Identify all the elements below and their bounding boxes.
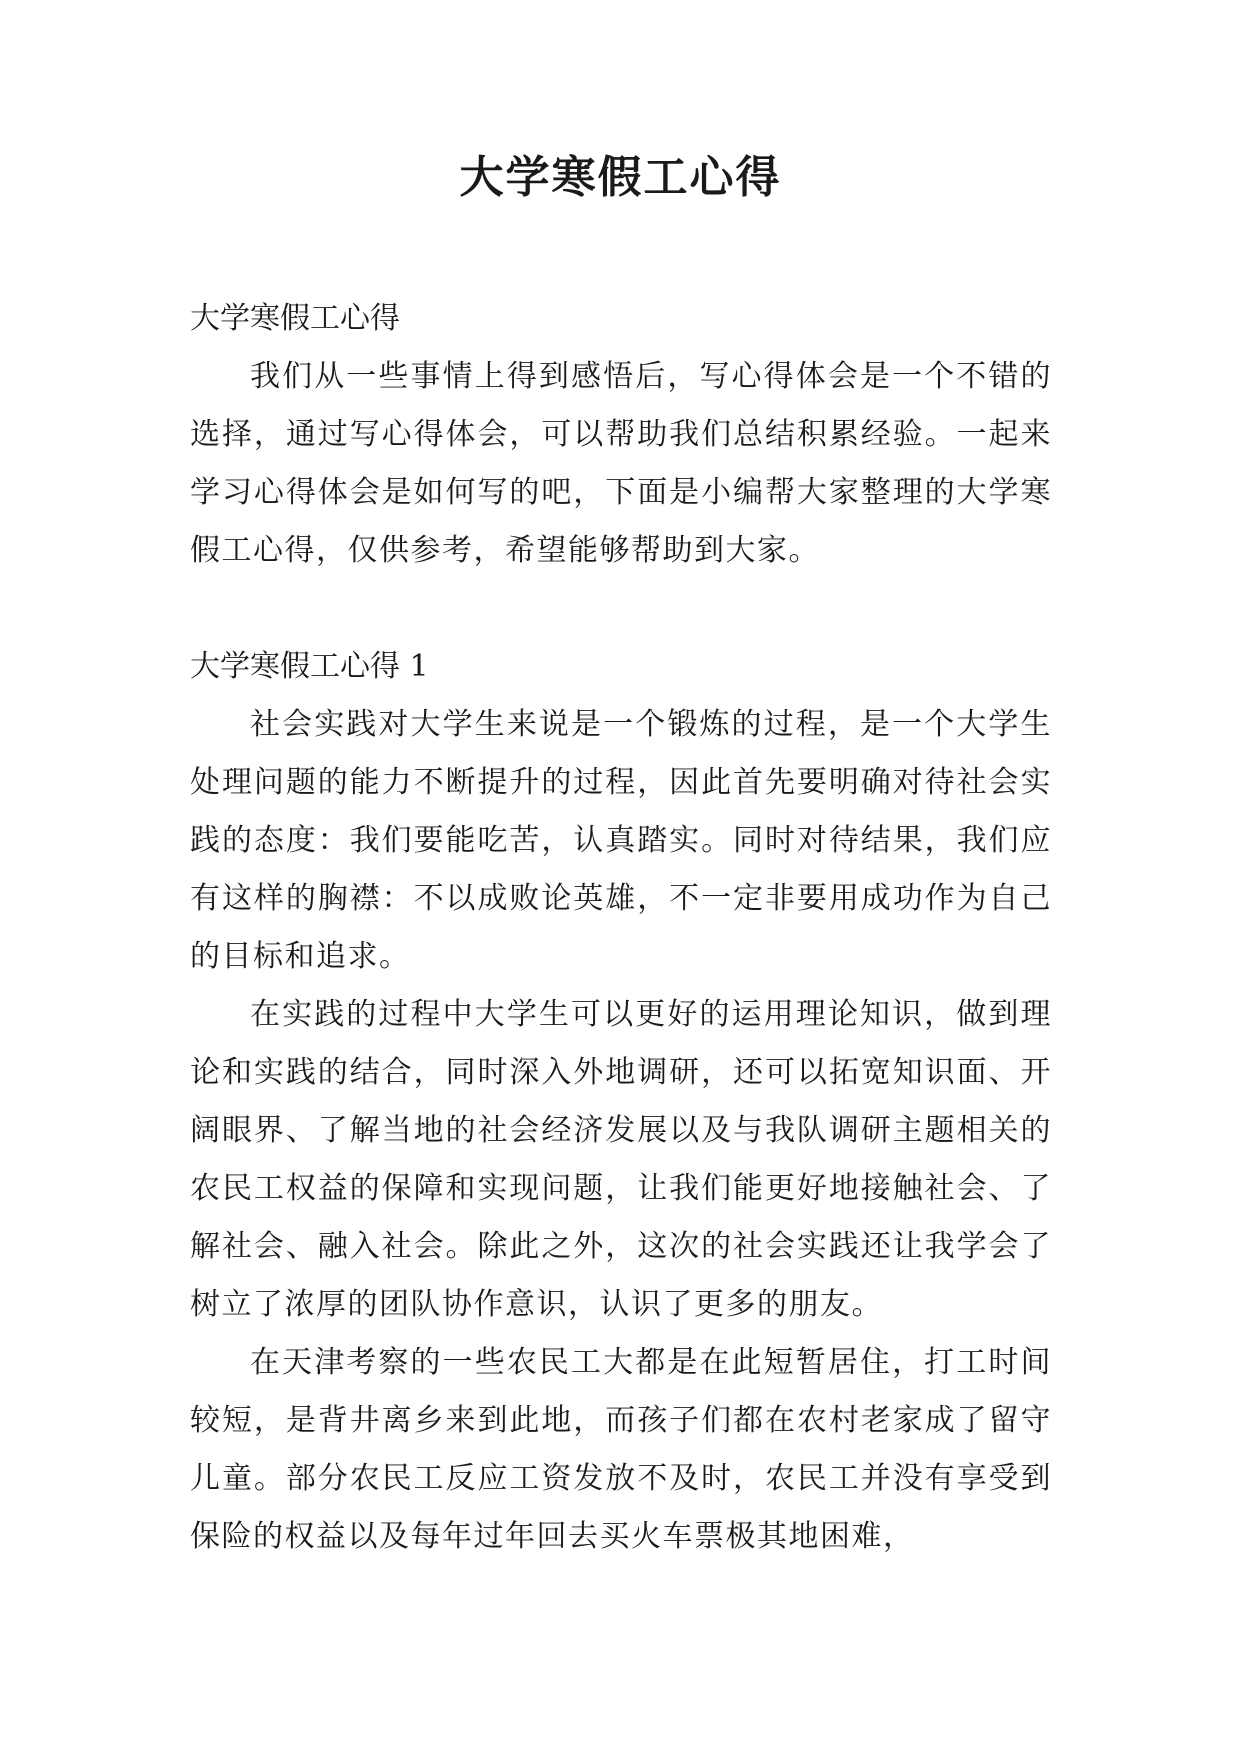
document-body: [190, 290, 1052, 1566]
section-spacer: [190, 580, 1052, 638]
body-paragraph: 在实践的过程中大学生可以更好的运用理论知识，做到理论和实践的结合，同时深入外地调研，还可以拓宽知识面、开阔眼界、了解当地的社会经济发展以及与我队调研主题相关的农民工权益的保障和实现问题，让我们能更好地接触社会、了解社会、融入社会。除此之外，这次的社会实践还让我学会了树立了浓厚的团队协作意识，认识了更多的朋友。: [190, 997, 1052, 1322]
intro-heading: 大学寒假工心得: [190, 301, 400, 336]
body-paragraph: 社会实践对大学生来说是一个锻炼的过程，是一个大学生处理问题的能力不断提升的过程，因此首先要明确对待社会实践的态度：我们要能吃苦，认真踏实。同时对待结果，我们应有这样的胸襟：不以成败论英雄，不一定非要用成功作为自己的目标和追求。: [190, 707, 1052, 974]
document-title: 大学寒假工心得: [459, 152, 782, 203]
section-heading: 大学寒假工心得 1: [190, 649, 429, 684]
body-paragraph: 在天津考察的一些农民工大都是在此短暂居住，打工时间较短，是背井离乡来到此地，而孩子们都在农村老家成了留守儿童。部分农民工反应工资发放不及时，农民工并没有享受到保险的权益以及每年过年回去买火车票极其地困难，: [190, 1345, 1052, 1554]
intro-paragraph: 我们从一些事情上得到感悟后，写心得体会是一个不错的选择，通过写心得体会，可以帮助我们总结积累经验。一起来学习心得体会是如何写的吧，下面是小编帮大家整理的大学寒假工心得，仅供参考，希望能够帮助到大家。: [190, 359, 1052, 568]
